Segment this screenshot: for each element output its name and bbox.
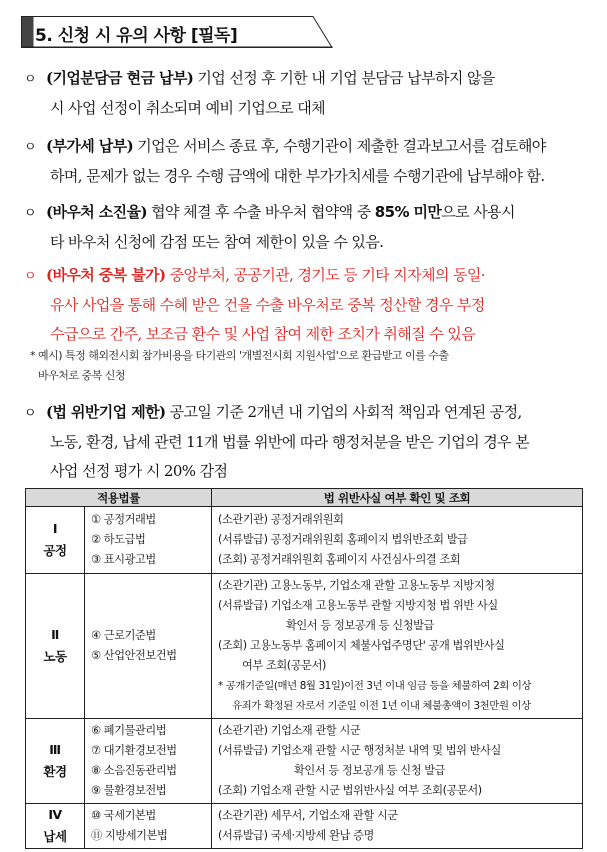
law-item: ⑥ 폐기물관리법	[91, 724, 167, 737]
check-item-cont: 확인서 등 정보공개 등 신청발급	[286, 619, 434, 632]
category-cell	[26, 574, 85, 719]
check-item: (소관기관) 공정거래위원회	[218, 513, 344, 526]
item-text: 중앙부처, 공공기관, 경기도 등 기타 지자체의 동일·	[165, 266, 485, 284]
category-name: 노동	[43, 649, 67, 664]
category-cell	[26, 804, 85, 849]
category-number: Ⅳ	[48, 807, 62, 822]
table-row	[26, 574, 583, 719]
check-item: (서류발급) 기업소재 관할 시군 행정처분 내역 및 법위 반사실	[218, 744, 501, 757]
table-row	[26, 719, 583, 804]
item-text-line2: 시 사업 선정이 취소되며 예비 기업으로 대체	[50, 99, 326, 117]
item-key: (법 위반기업 제한)	[46, 403, 166, 421]
section-header	[21, 16, 333, 48]
notice-item-vat	[24, 132, 584, 191]
item-key: (기업분담금 현금 납부)	[46, 69, 194, 87]
note-line1: * 예시) 특정 해외전시회 참가비용을 타기관의 '개별전시회 지원사업'으로 환급받고 이를 수출	[30, 349, 449, 362]
item-emphasis: 85% 미만	[374, 203, 442, 221]
check-list	[212, 507, 583, 574]
check-item: (서류발급) 기업소재 고용노동부 관할 지방지청 법 위반 사실	[218, 599, 498, 612]
header-applicable-law: 적용법률	[26, 489, 212, 507]
bullet-icon: ㅇ	[24, 206, 36, 221]
category-cell	[26, 507, 85, 574]
law-item: ⑤ 산업안전보건법	[91, 649, 177, 662]
category-number: Ⅱ	[51, 627, 59, 642]
example-note	[30, 346, 586, 386]
law-item: ② 하도급법	[91, 533, 146, 546]
check-item: (서류발급) 공정거래위원회 홈페이지 법위반조회 발급	[218, 533, 468, 546]
notice-item-voucher-usage	[24, 198, 584, 257]
check-list	[212, 719, 583, 804]
notice-item-deposit	[24, 64, 584, 123]
law-item: ⑩ 국세기본법	[91, 809, 156, 822]
footnote-line: * 공개기준일(매년 8월 31일)이전 3년 이내 임금 등을 체불하여 2회 이상	[218, 680, 532, 692]
law-item: ⑦ 대기환경보전법	[91, 744, 177, 757]
item-text-line2: 유사 사업을 통해 수혜 받은 건을 수출 바우처로 중복 정산할 경우 부정	[50, 296, 485, 314]
law-table	[25, 488, 583, 849]
category-name: 공정	[43, 543, 67, 558]
bullet-icon: ㅇ	[24, 140, 36, 155]
law-item: ③ 표시광고법	[91, 553, 156, 566]
item-text-a: 협약 체결 후 수출 바우처 협약액 중	[146, 203, 375, 221]
table-header-row	[26, 489, 583, 507]
item-text: 기업은 서비스 종료 후, 수행기관이 제출한 결과보고서를 검토해야	[133, 137, 546, 155]
note-line2: 바우처로 중복 신청	[38, 369, 126, 382]
check-item: (소관기관) 고용노동부, 기업소재 관할 고용노동부 지방지청	[218, 579, 495, 592]
item-text-line2: 타 바우처 신청에 감점 또는 참여 제한이 있을 수 있음.	[50, 233, 384, 251]
notice-item-law-violation	[24, 398, 584, 486]
law-item: ④ 근로기준법	[91, 629, 156, 642]
law-item: ⑨ 물환경보전법	[91, 784, 167, 797]
item-text-b: 으로 사용시	[441, 203, 515, 221]
item-key: (부가세 납부)	[46, 137, 134, 155]
law-list	[85, 574, 212, 719]
item-text-line3: 사업 선정 평가 시 20% 감점	[50, 462, 228, 480]
check-item-cont: 여부 조회(공문서)	[242, 659, 326, 672]
category-number: Ⅲ	[49, 742, 61, 757]
check-item: (소관기관) 기업소재 관할 시군	[218, 724, 361, 737]
item-key: (바우처 소진율)	[46, 203, 147, 221]
check-item: (조회) 공정거래위원회 홈페이지 사건심사·의결 조회	[218, 553, 461, 566]
bullet-icon: ㅇ	[24, 72, 36, 87]
category-name: 환경	[43, 764, 67, 779]
item-key: (바우처 중복 불가)	[46, 266, 166, 284]
notice-item-duplicate	[24, 261, 584, 349]
law-item: ⑪ 지방세기본법	[91, 829, 168, 842]
category-cell	[26, 719, 85, 804]
table-row	[26, 804, 583, 849]
item-text-line2: 노동, 환경, 납세 관련 11개 법률 위반에 따라 행정처분을 받은 기업의 경우 본	[50, 433, 530, 451]
check-footnote	[218, 676, 576, 716]
footnote-line: 유죄가 확정된 자로서 기준일 이전 1년 이내 체불총액이 3천만원 이상	[232, 700, 531, 712]
item-text: 공고일 기준 2개년 내 기업의 사회적 책임과 연계된 공정,	[165, 403, 522, 421]
header-violation-check: 법 위반사실 여부 확인 및 조회	[212, 489, 583, 507]
check-item: (조회) 기업소재 관할 시군 법위반사실 여부 조회(공문서)	[218, 784, 482, 797]
bullet-icon: ㅇ	[24, 269, 36, 284]
law-item: ① 공정거래법	[91, 513, 156, 526]
category-name: 납세	[43, 829, 67, 844]
check-item: (소관기관) 세무서, 기업소재 관할 시군	[218, 809, 398, 822]
check-list	[212, 804, 583, 849]
item-text: 기업 선정 후 기한 내 기업 분담금 납부하지 않을	[193, 69, 495, 87]
check-item: (서류발급) 국세·지방세 완납 증명	[218, 829, 374, 842]
item-text-line3: 수급으로 간주, 보조금 환수 및 사업 참여 제한 조치가 취해질 수 있음	[50, 325, 476, 343]
category-number: Ⅰ	[52, 521, 58, 536]
bullet-icon: ㅇ	[24, 406, 36, 421]
law-list	[85, 507, 212, 574]
check-list	[212, 574, 583, 719]
check-item-cont: 확인서 등 정보공개 등 신청 발급	[294, 764, 446, 777]
table-row	[26, 507, 583, 574]
section-title: 5. 신청 시 유의 사항 [필독]	[35, 26, 238, 46]
law-item: ⑧ 소음진동관리법	[91, 764, 177, 777]
law-list	[85, 719, 212, 804]
law-list	[85, 804, 212, 849]
item-text-line2: 하며, 문제가 없는 경우 수행 금액에 대한 부가가치세를 수행기관에 납부해야 함.	[50, 167, 545, 185]
check-item: (조회) 고용노동부 홈페이지 체불사업주명단' 공개 법위반사실	[218, 639, 505, 652]
